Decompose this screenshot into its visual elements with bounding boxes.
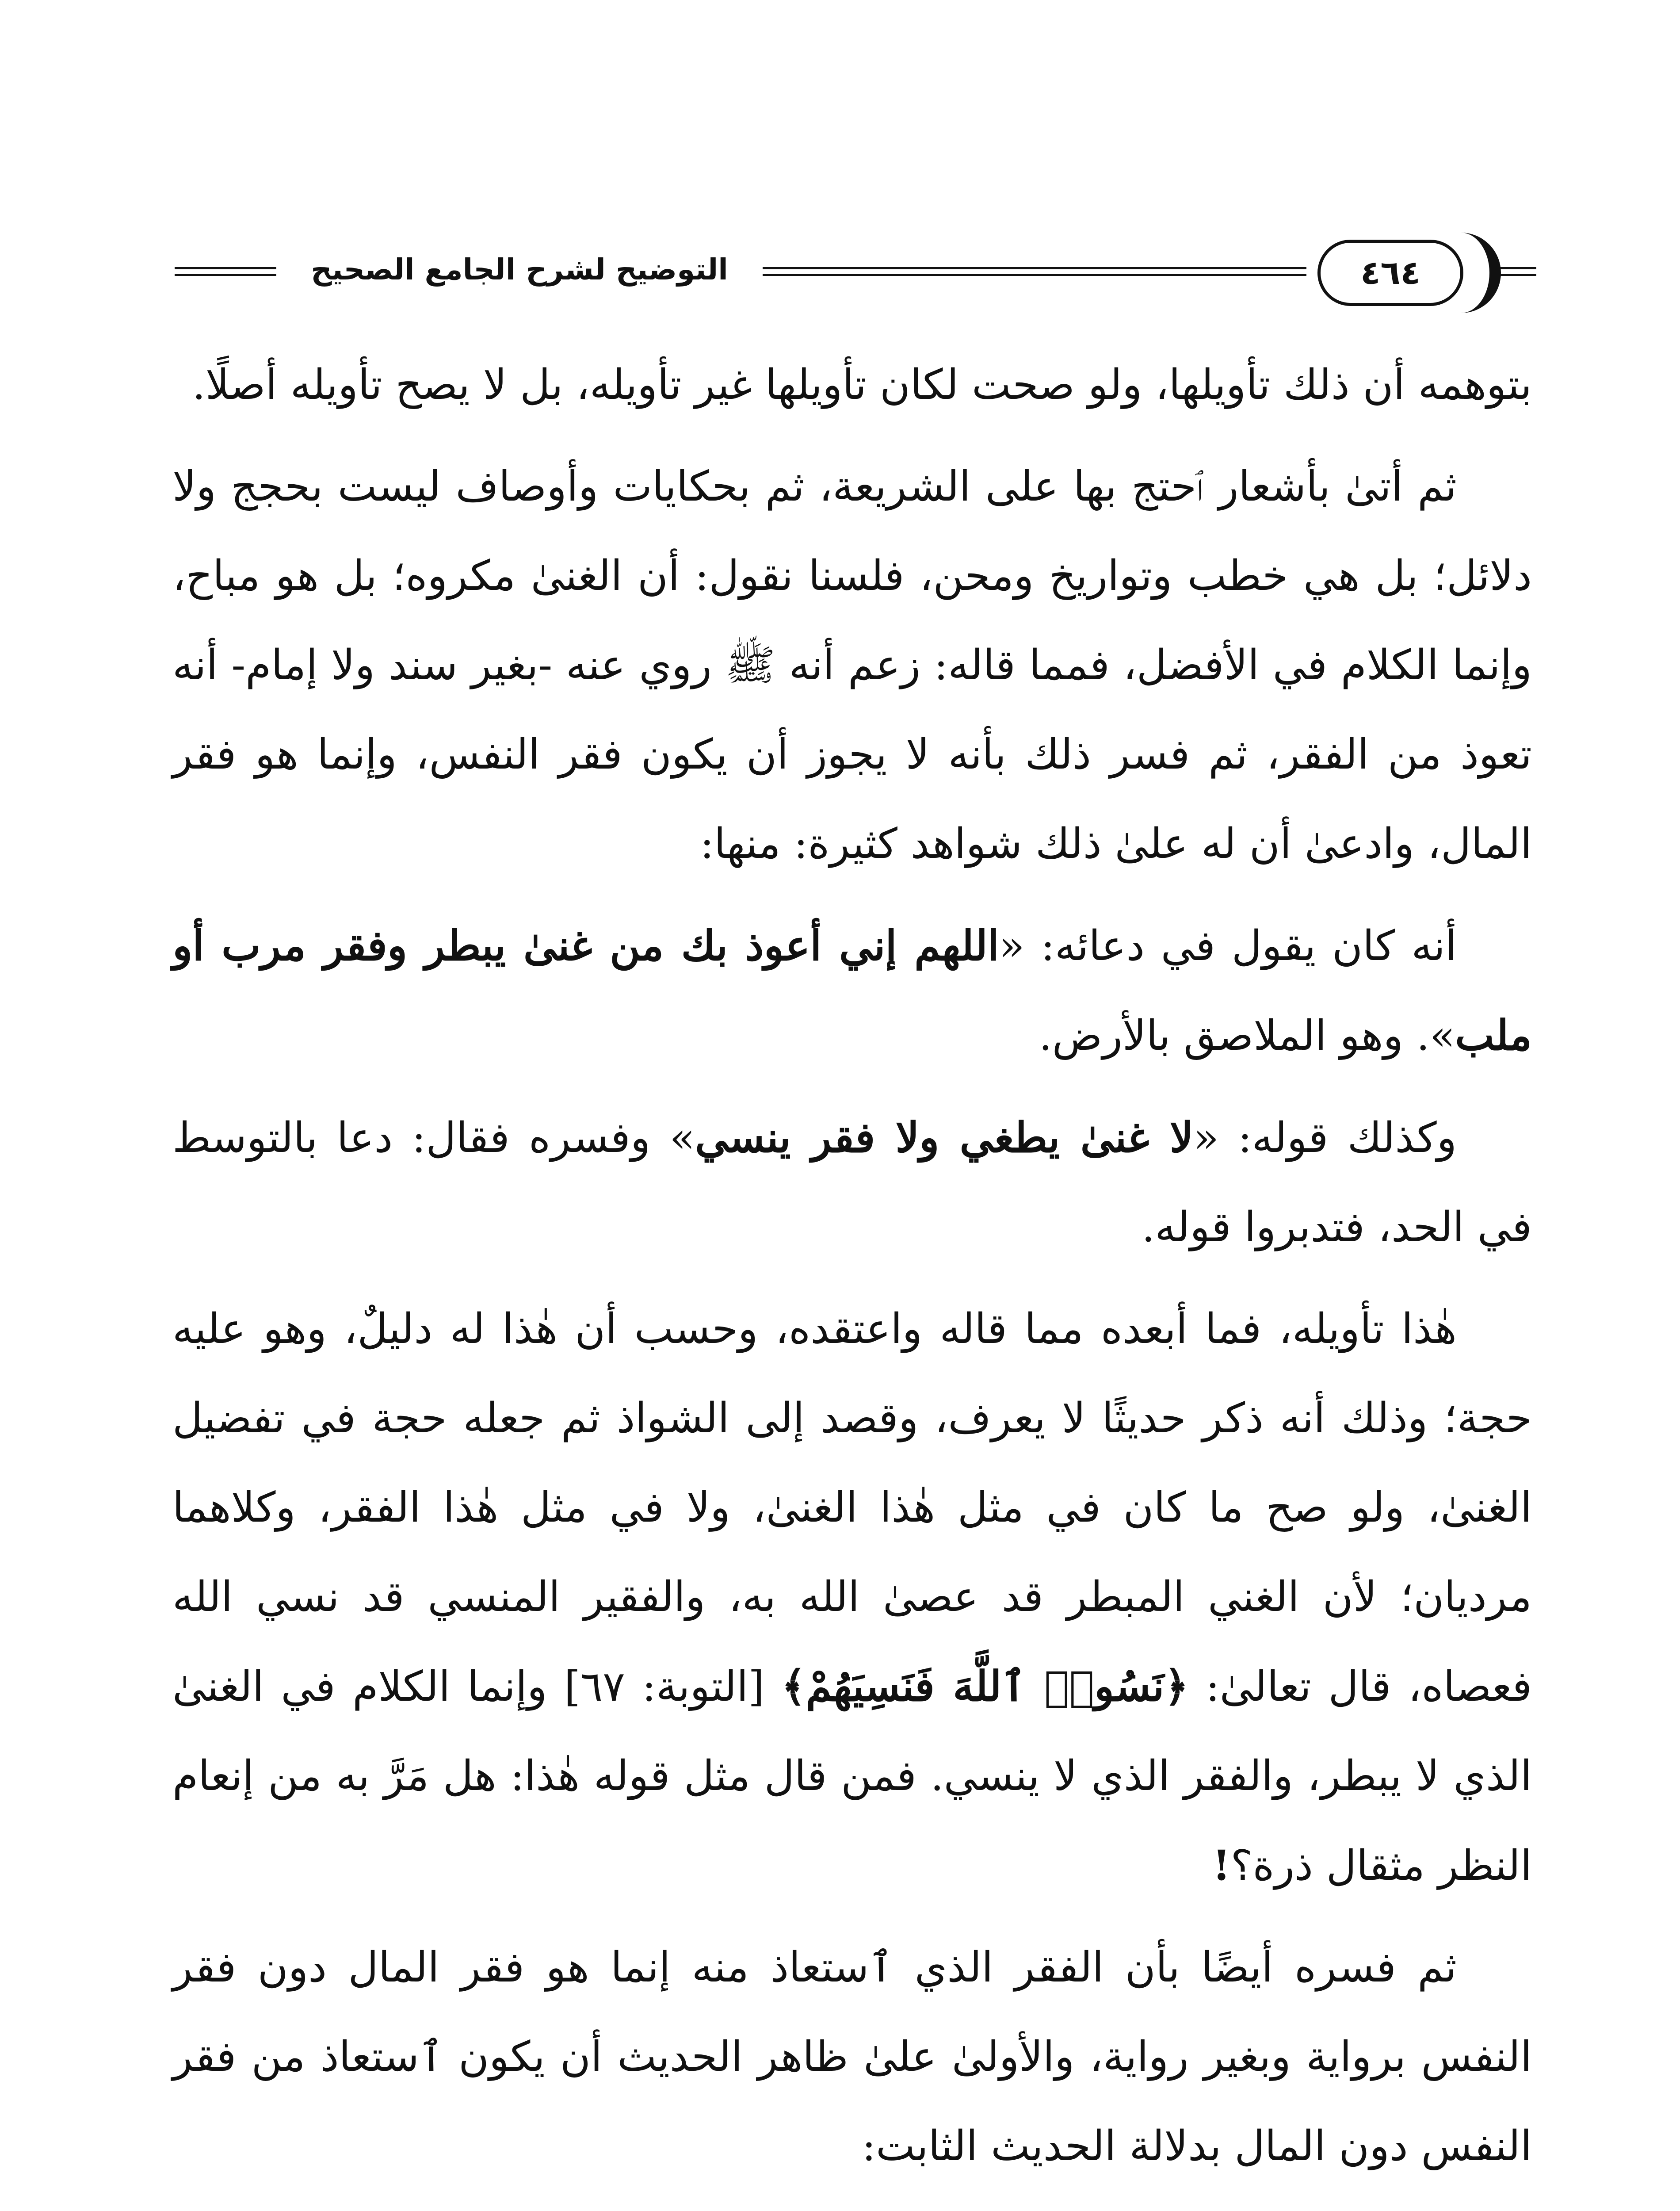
quran-verse: ﴿نَسُوا۟ ٱللَّهَ فَنَسِيَهُمْ﴾ bbox=[781, 1662, 1189, 1711]
running-header bbox=[175, 230, 1536, 318]
paragraph-text: هٰذا تأويله، فما أبعده مما قاله واعتقده، وحسب أن هٰذا له دليلٌ، وهو عليه حجة؛ وذلك أنه ذكر حديثًا لا يعرف، وقصد إلى الشواذ ثم جعله حجة في تفضيل الغنىٰ، ولو صح ما كان في مثل هٰذا الغنىٰ، ولا في مثل هٰذا الفقر، وكلاهما مرديان؛ لأن الغني المبطر قد عصىٰ الله به، والفقير المنسي قد نسي الله فعصاه، قال تعالىٰ: bbox=[172, 1305, 1532, 1711]
paragraph bbox=[172, 901, 1532, 1081]
paragraph bbox=[172, 1923, 1532, 2191]
paragraph-text: ثم فسره أيضًا بأن الفقر الذي ٱستعاذ منه إنما هو فقر المال دون فقر النفس برواية وبغير رواية، والأولىٰ علىٰ ظاهر الحديث أن يكون ٱستعاذ من فقر النفس دون المال بدلالة الحديث الثابت: bbox=[172, 1943, 1532, 2170]
book-title: التوضيح لشرح الجامع الصحيح bbox=[311, 252, 728, 287]
hadith-quote: اللهم إني أعوذ بك من غنىٰ يبطر وفقر مرب أو ملب bbox=[172, 922, 1532, 1060]
paragraph bbox=[172, 1285, 1532, 1911]
main-text bbox=[172, 340, 1532, 2191]
page-number-ornament bbox=[1448, 233, 1501, 313]
header-rule bbox=[763, 267, 1306, 276]
exclamation-mark: ! bbox=[1212, 1841, 1231, 1890]
paragraph-text: ». وهو الملاصق بالأرض. bbox=[1039, 1012, 1455, 1060]
hadith-quote: لا غنىٰ يطغي ولا فقر ينسي bbox=[695, 1113, 1194, 1162]
header-rule bbox=[1494, 267, 1536, 276]
paragraph-text: أنه كان يقول في دعائه: « bbox=[999, 922, 1457, 970]
paragraph bbox=[172, 1093, 1532, 1272]
paragraph-text: وكذلك قوله: « bbox=[1193, 1114, 1457, 1162]
paragraph bbox=[172, 340, 1532, 430]
header-rule bbox=[175, 267, 276, 276]
paragraph-text: » وفسره فقال: دعا بالتوسط في الحد، فتدبروا قوله. bbox=[172, 1114, 1532, 1251]
paragraph-text: [التوبة: ٦٧] وإنما الكلام في الغنىٰ الذي لا يبطر، والفقر الذي لا ينسي. فمن قال مثل قوله هٰذا: هل مَرَّ به من إنعام النظر مثقال ذرة؟ bbox=[172, 1663, 1532, 1890]
paragraph bbox=[172, 442, 1532, 889]
page-number: ٤٦٤ bbox=[1317, 240, 1463, 306]
paragraph-text: بتوهمه أن ذلك تأويلها، ولو صحت لكان تأويلها غير تأويله، بل لا يصح تأويله أصلًا. bbox=[192, 361, 1532, 409]
paragraph-text: ثم أتىٰ بأشعار ٱحتج بها على الشريعة، ثم بحكايات وأوصاف ليست بحجج ولا دلائل؛ بل هي خطب وتواريخ ومحن، فلسنا نقول: أن الغنىٰ مكروه؛ بل هو مباح، وإنما الكلام في الأفضل، فمما قاله: زعم أنه ﷺ روي عنه -بغير سند ولا إمام- أنه تعوذ من الفقر، ثم فسر ذلك بأنه لا يجوز أن يكون فقر النفس، وإنما هو فقر المال، وادعىٰ أن له علىٰ ذلك شواهد كثيرة: منها: bbox=[172, 463, 1532, 868]
